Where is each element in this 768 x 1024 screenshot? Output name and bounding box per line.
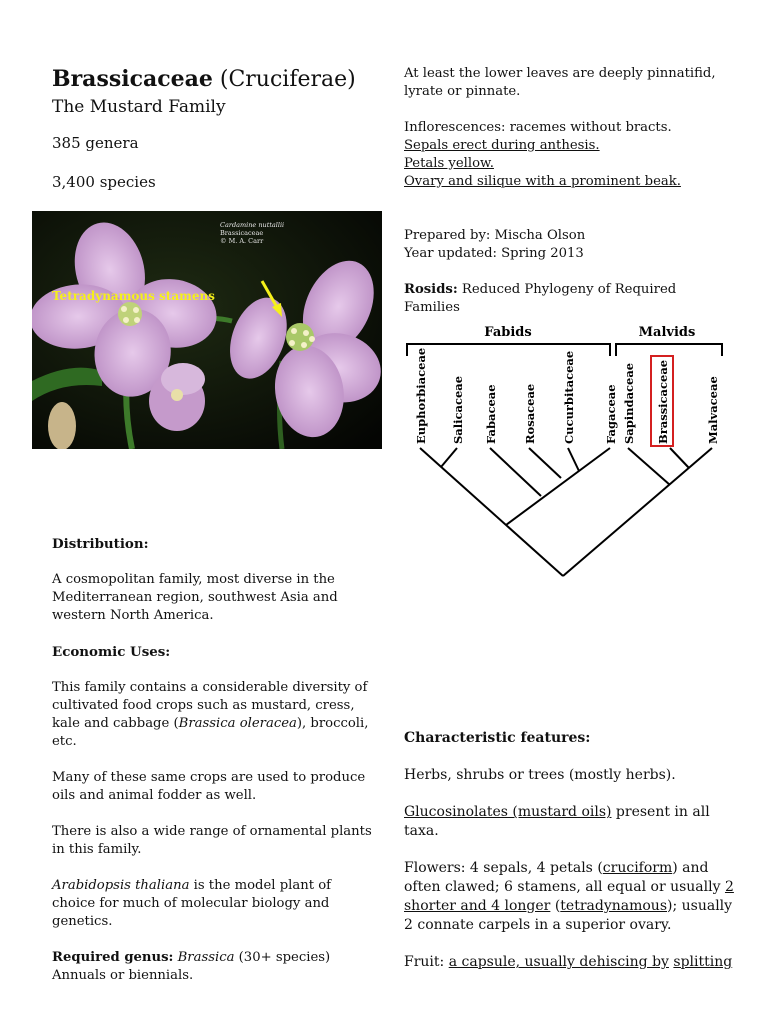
ovary-text: Ovary and silique with a prominent beak. [404,174,681,189]
econ-text: This family contains a considerable diversity of cultivated food crops such as mustard, cress, kale and cabbage ( [52,680,368,731]
photo-credit-line: © M. A. Carr [220,237,264,245]
right-column [404,65,734,317]
economic-heading: Economic Uses: [52,644,171,660]
taxon-label-fagaceae: Fagaceae [604,384,618,444]
econ-species: Brassica oleracea [178,716,297,731]
taxon-label-cucurbitaceae: Cucurbitaceae [562,350,576,444]
group-label-malvids: Malvids [638,325,696,340]
prepared-by: Prepared by: Mischa Olson [404,228,586,243]
cruciform-term: cruciform [602,860,673,876]
petals-text: Petals yellow. [404,156,494,171]
stamen-length-term: 2 shorter and 4 longer [404,879,734,914]
left-column [52,535,374,985]
species-count: 3,400 species [52,173,156,191]
common-name: The Mustard Family [52,97,226,117]
taxa-labels [414,348,720,444]
economic-para-1 [52,679,374,751]
rosids-heading [404,281,734,317]
genus-label: Required genus: [52,950,174,965]
taxon-label-fabaceae: Fabaceae [484,384,498,444]
capsule-term: a capsule, usually dehiscing by [448,954,669,970]
year-updated: Year updated: Spring 2013 [404,246,584,261]
econ-text: ), broccoli, etc. [52,716,369,749]
features-heading: Characteristic features: [404,730,591,746]
genus-count: (30+ species) [234,950,331,965]
taxon-label-salicaceae: Salicaceae [451,375,465,444]
title-block [52,64,382,192]
flower-illustration [32,211,382,449]
economic-para-3: There is also a wide range of ornamental plants in this family. [52,824,372,857]
feature-text: Fruit: [404,954,449,970]
taxon-label-sapindaceae: Sapindaceae [622,362,636,444]
photo-credit-line: Brassicaceae [220,229,264,237]
arabidopsis-text: is the model plant of choice for much of molecular biology and genetics. [52,878,332,929]
sepals-text: Sepals erect during anthesis. [404,138,600,153]
required-genus [52,949,374,967]
leaves-text: At least the lower leaves are deeply pinnatifid, lyrate or pinnate. [404,66,716,99]
group-label-fabids: Fabids [484,325,532,340]
page-title [52,64,382,95]
phylogeny-tree [400,318,730,580]
genera-count: 385 genera [52,134,139,152]
genus-habit: Annuals or biennials. [52,968,194,983]
splitting-term: splitting [673,954,733,970]
distribution-text: A cosmopolitan family, most diverse in the Mediterranean region, southwest Asia and western North America. [52,572,338,623]
distribution-heading: Distribution: [52,536,149,552]
taxon-label-euphorbiaceae: Euphorbiaceae [414,347,428,444]
feature-glucosinolates [404,803,734,841]
glucosinolates-term: Glucosinolates (mustard oils) [404,804,612,820]
feature-text: present in all taxa. [404,804,710,839]
economic-para-2: Many of these same crops are used to produce oils and animal fodder as well. [52,770,366,803]
rosids-label: Rosids: [404,282,458,297]
taxon-label-brassicaceae: Brassicaceae [656,359,670,444]
feature-habit: Herbs, shrubs or trees (mostly herbs). [404,767,676,783]
feature-text: ); usually 2 connate carpels in a superior ovary. [404,898,733,933]
rosids-text: Reduced Phylogeny of Required Families [404,282,677,315]
arabidopsis-name: Arabidopsis thaliana [52,878,190,893]
feature-text: ( [550,898,561,914]
tetradynamous-term: tetradynamous [560,898,668,914]
inflorescence-text: Inflorescences: racemes without bracts. [404,120,672,135]
arabidopsis-para [52,877,374,931]
feature-flowers [404,859,734,935]
feature-text: ) and often clawed; 6 stamens, all equal or usually [404,860,725,895]
flower-photo [32,211,382,449]
phylogeny-svg [400,318,730,580]
taxon-label-rosaceae: Rosaceae [523,383,537,444]
photo-credit-line: Cardamine nuttallii [220,221,285,229]
family-alt-name: (Cruciferae) [219,67,356,92]
family-name: Brassicaceae [52,66,213,92]
taxon-label-malvaceae: Malvaceae [706,376,720,444]
feature-fruit [404,953,734,972]
feature-text: Flowers: 4 sepals, 4 petals ( [404,860,603,876]
genus-name: Brassica [177,950,235,965]
features-column [404,729,734,972]
stamen-annotation: Tetradynamous stamens [52,289,215,303]
